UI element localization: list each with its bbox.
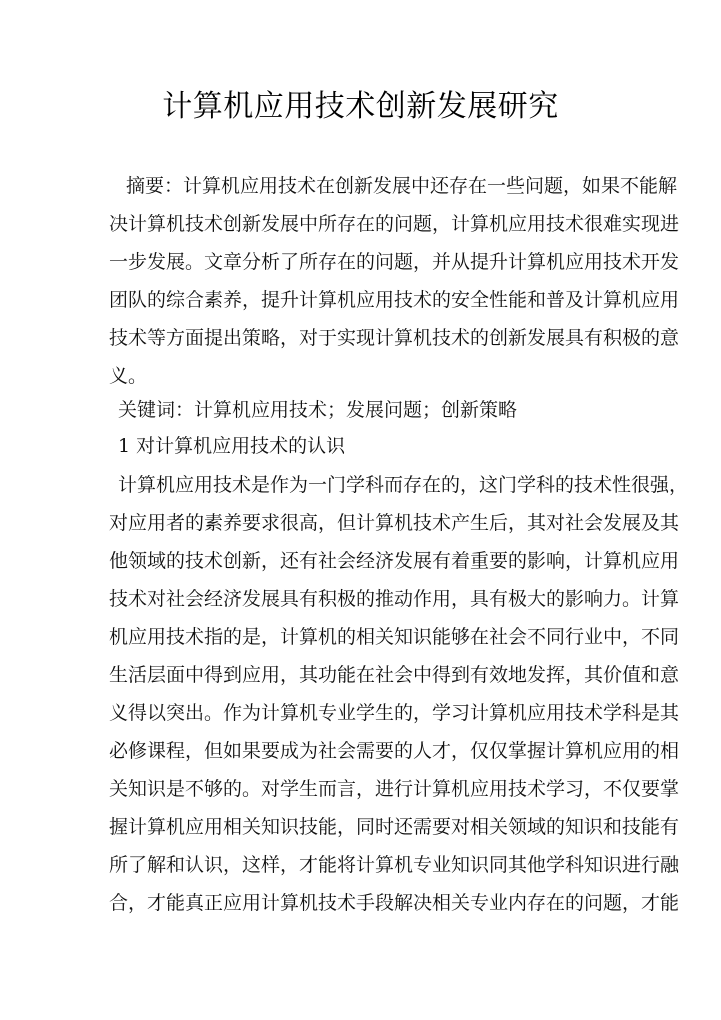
body-line: 必修课程，但如果要成为社会需要的人才，仅仅掌握计算机应用的相 xyxy=(109,740,680,762)
body-line: 技术对社会经济发展具有积极的推动作用，具有极大的影响力。计算 xyxy=(109,588,680,610)
body-line: 握计算机应用相关知识技能，同时还需要对相关领域的知识和技能有 xyxy=(109,816,680,838)
keywords: 关键词：计算机应用技术；发展问题；创新策略 xyxy=(118,399,518,421)
abstract-line: 义。 xyxy=(109,365,148,387)
body-line: 机应用技术指的是，计算机的相关知识能够在社会不同行业中，不同 xyxy=(109,626,680,648)
body-line: 计算机应用技术是作为一门学科而存在的，这门学科的技术性很强， xyxy=(118,474,689,496)
document-title: 计算机应用技术创新发展研究 xyxy=(162,89,559,124)
abstract-line: 一步发展。文章分析了所存在的问题，并从提升计算机应用技术开发 xyxy=(109,251,680,273)
body-line: 义得以突出。作为计算机专业学生的，学习计算机应用技术学科是其 xyxy=(109,702,680,724)
section-heading: 1 对计算机应用技术的认识 xyxy=(118,435,346,457)
body-line: 关知识是不够的。对学生而言，进行计算机应用技术学习，不仅要掌 xyxy=(109,778,680,800)
abstract-line: 摘要：计算机应用技术在创新发展中还存在一些问题，如果不能解 xyxy=(126,175,678,197)
abstract-line: 团队的综合素养，提升计算机应用技术的安全性能和普及计算机应用 xyxy=(109,289,680,311)
body-line: 他领域的技术创新，还有社会经济发展有着重要的影响，计算机应用 xyxy=(109,550,680,572)
body-line: 对应用者的素养要求很高，但计算机技术产生后，其对社会发展及其 xyxy=(109,512,680,534)
body-line: 合，才能真正应用计算机技术手段解决相关专业内存在的问题，才能 xyxy=(109,892,680,914)
body-line: 所了解和认识，这样，才能将计算机专业知识同其他学科知识进行融 xyxy=(109,854,680,876)
abstract-line: 决计算机技术创新发展中所存在的问题，计算机应用技术很难实现进 xyxy=(109,213,680,235)
body-line: 生活层面中得到应用，其功能在社会中得到有效地发挥，其价值和意 xyxy=(109,664,680,686)
abstract-line: 技术等方面提出策略，对于实现计算机技术的创新发展具有积极的意 xyxy=(109,327,680,349)
